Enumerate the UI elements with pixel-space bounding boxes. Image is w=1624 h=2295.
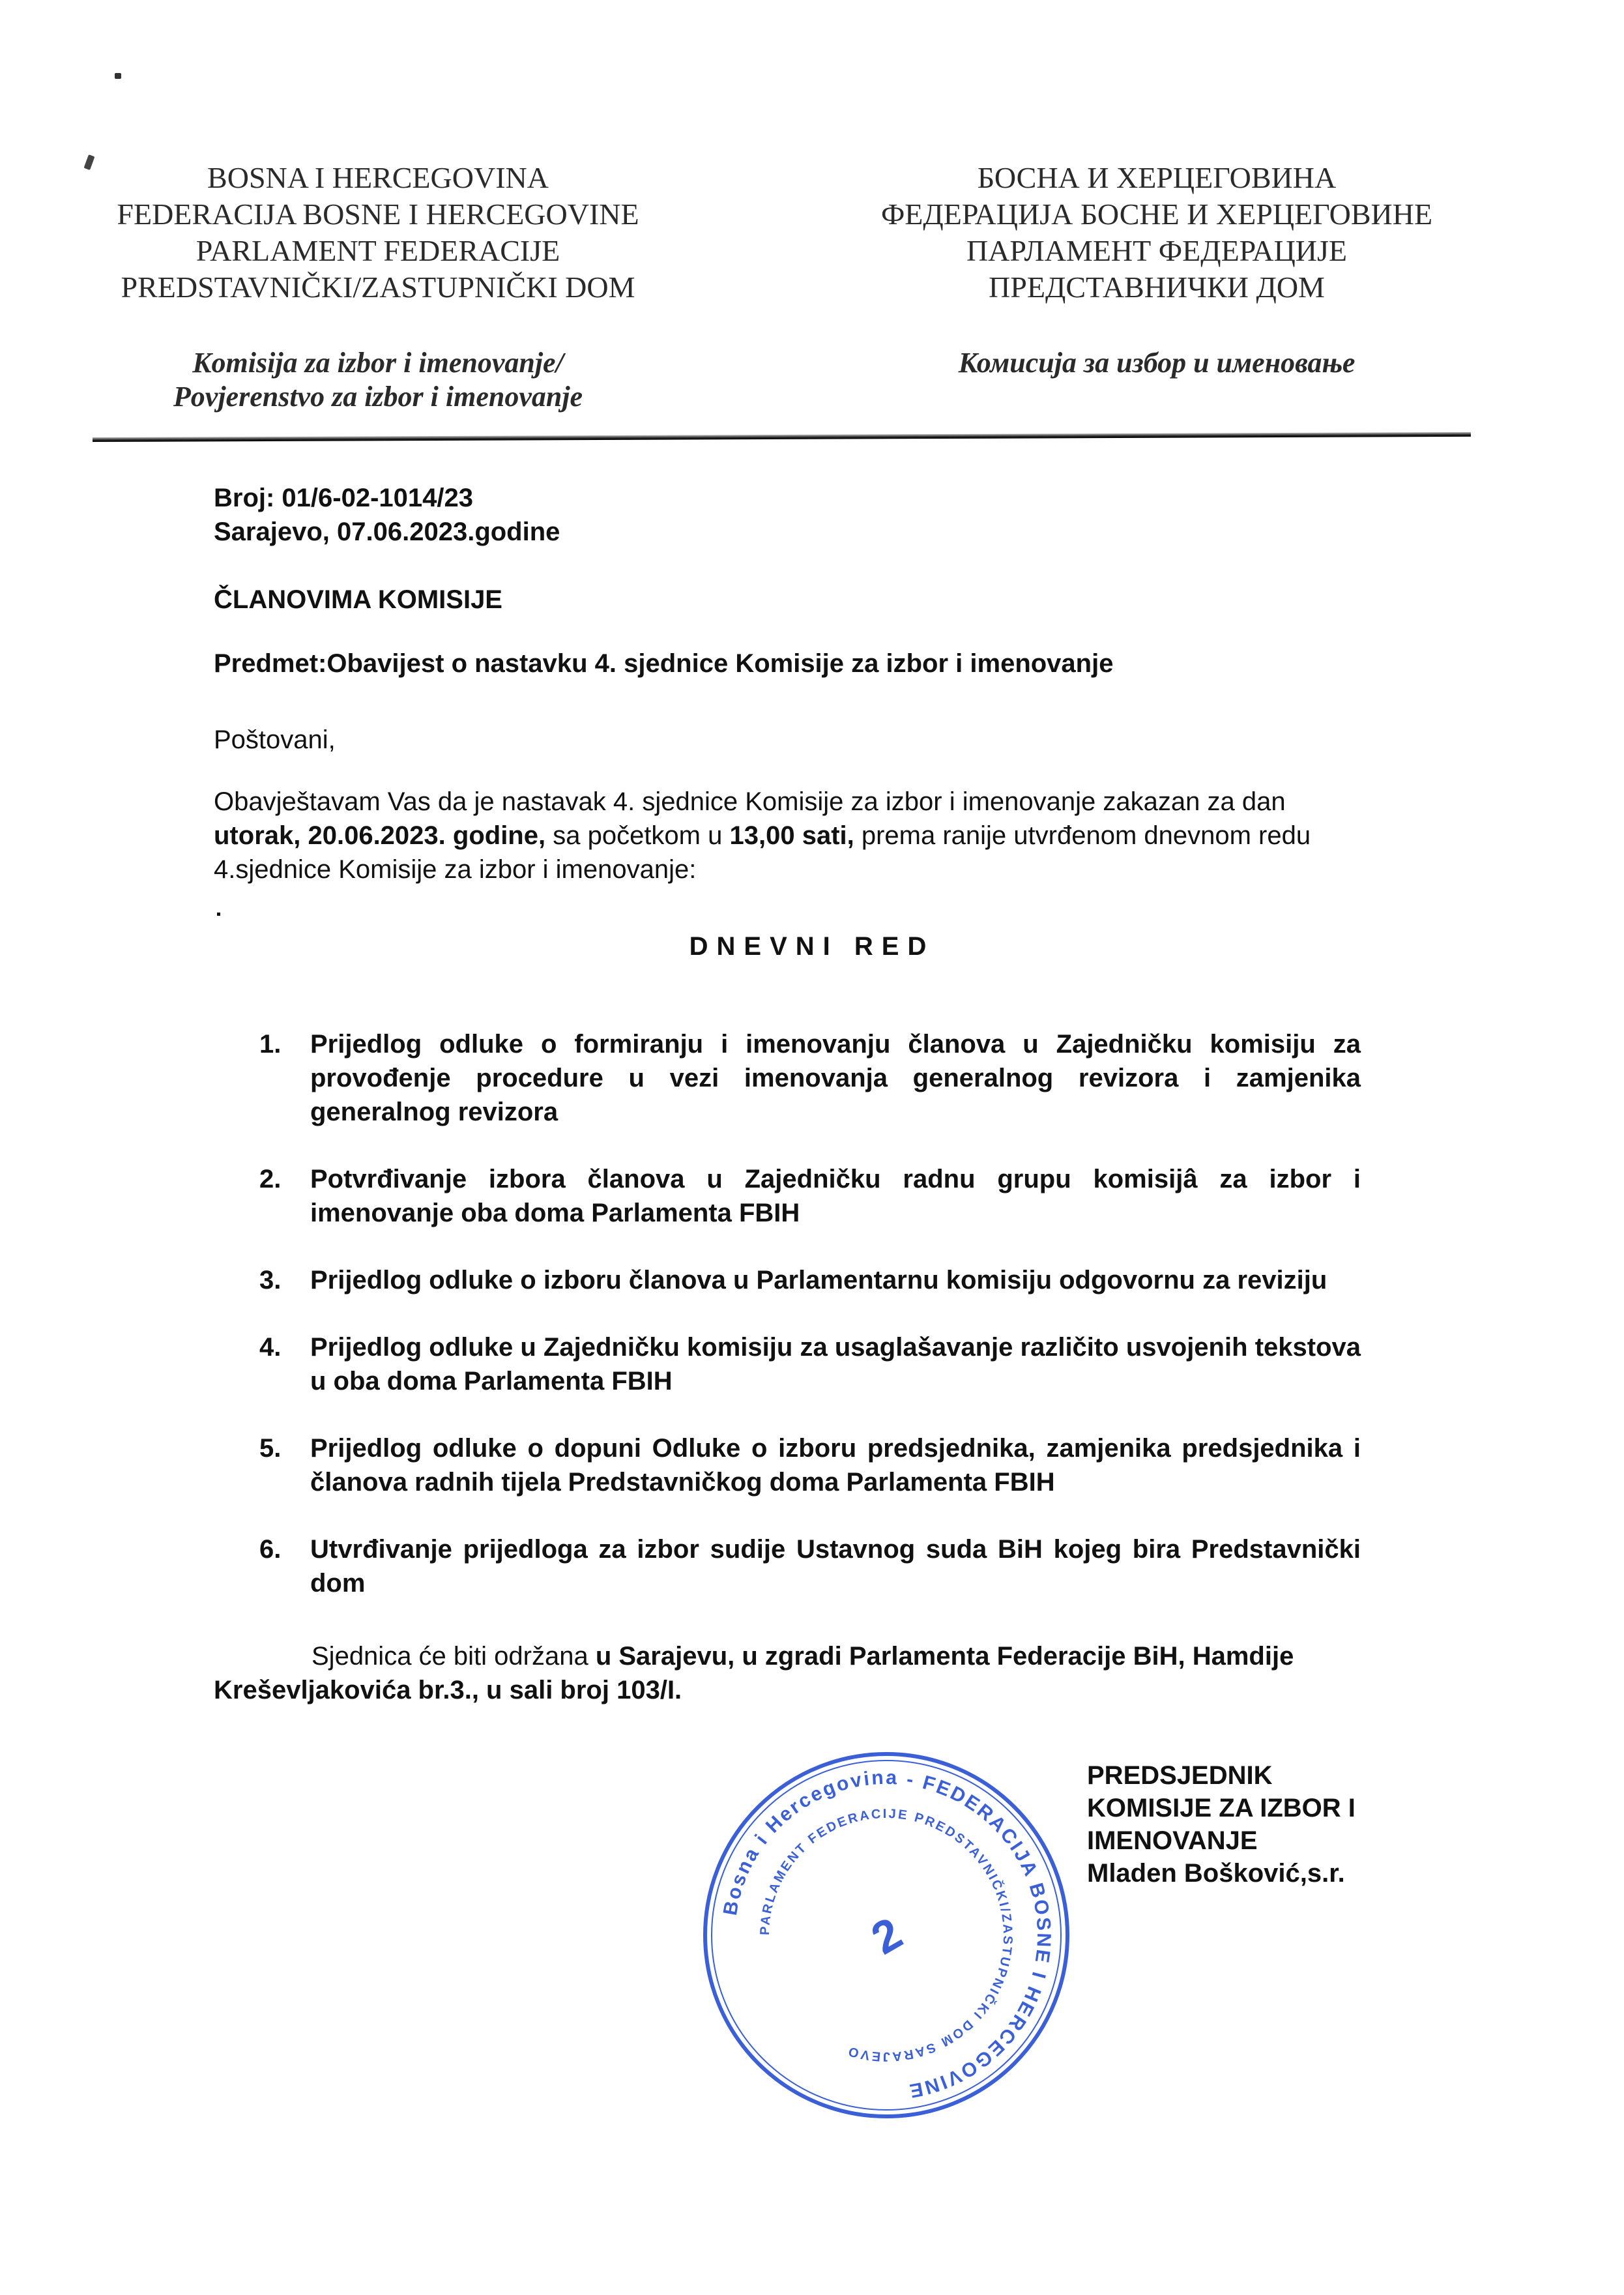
reference-block [214, 481, 1380, 549]
committee-name: Комисија за избор и именовање [958, 347, 1356, 379]
notice-paragraph [214, 785, 1361, 886]
stamp-text [719, 1767, 1054, 2102]
agenda-title: DNEVNI RED [689, 932, 935, 961]
agenda-list [259, 1027, 1361, 1600]
agenda-item-text: Prijedlog odluke o formiranju i imenovanju članova u Zajedničku komisiju za provođenje procedure u vezi imenovanja generalnog revizora i zamjenika generalnog revizora [310, 1030, 1361, 1126]
letterhead [91, 160, 1486, 414]
paragraph-text: sa početkom u [545, 821, 730, 850]
header-divider [93, 432, 1471, 442]
agenda-item-number: 2. [259, 1165, 282, 1193]
scan-mark [115, 73, 121, 79]
agenda-item-text: Potvrđivanje izbora članova u Zajedničku radnu grupu komisijâ za izbor i imenovanje oba doma Parlamenta FBIH [310, 1165, 1361, 1227]
signature-title: IMENOVANJE [1087, 1826, 1258, 1855]
committee-name-alt: Povjerenstvo za izbor i imenovanje [173, 381, 583, 413]
agenda-item-number: 6. [259, 1535, 282, 1564]
header-latin [91, 160, 665, 414]
agenda-item [259, 1162, 1361, 1230]
paragraph-text: prema ranije utvrđenom dnevnom redu 4.sjednice Komisije za izbor i imenovanje: [214, 821, 1311, 884]
signatory-name: Mladen Bošković,s.r. [1087, 1859, 1345, 1888]
agenda-item-number: 4. [259, 1333, 282, 1362]
meeting-location: u Sarajevu, u zgradi Parlamenta Federacije BiH, Hamdije Kreševljakovića br.3., u sali broj 103/I. [214, 1642, 1294, 1704]
header-line: ПАРЛАМЕНТ ФЕДЕРАЦИЈЕ [966, 234, 1348, 267]
meeting-time: 13,00 sati, [729, 821, 854, 850]
agenda-item [259, 1330, 1361, 1398]
agenda-item [259, 1027, 1361, 1129]
header-line: PREDSTAVNIČKI/ZASTUPNIČKI DOM [121, 270, 635, 304]
header-line: ФЕДЕРАЦИЈА БОСНЕ И ХЕРЦЕГОВИНЕ [880, 197, 1433, 231]
meeting-date: utorak, 20.06.2023. godine, [214, 821, 546, 850]
signature-title: KOMISIJE ZA IZBOR I [1087, 1794, 1356, 1822]
closing-text: Sjednica će biti održana [312, 1642, 596, 1671]
closing-paragraph [214, 1639, 1374, 1707]
greeting: Poštovani, [214, 725, 336, 754]
header-line: БОСНА И ХЕРЦЕГОВИНА [977, 161, 1337, 194]
committee-name: Komisija za izbor i imenovanje/ [192, 347, 564, 379]
agenda-item-number: 5. [259, 1434, 282, 1463]
header-cyrillic [828, 160, 1486, 380]
paragraph-text: Obavještavam Vas da je nastavak 4. sjednice Komisije za izbor i imenovanje zakazan za dan [214, 787, 1286, 816]
agenda-item-text: Prijedlog odluke u Zajedničku komisiju za usaglašavanje različito usvojenih tekstova u oba doma Parlamenta FBIH [310, 1333, 1361, 1396]
agenda-item-number: 1. [259, 1030, 282, 1059]
signature-title: PREDSJEDNIK [1087, 1761, 1273, 1790]
agenda-item-number: 3. [259, 1266, 282, 1294]
agenda-item [259, 1431, 1361, 1499]
official-stamp [697, 1746, 1075, 2124]
stray-dot [217, 913, 220, 916]
stray-dot-row [214, 903, 1380, 929]
agenda-item-text: Utvrđivanje prijedloga za izbor sudije Ustavnog suda BiH kojeg bira Predstavnički dom [310, 1535, 1361, 1598]
stamp-inner-path: PARLAMENT FEDERACIJE PREDSTAVNIČKI/ZASTUPNIČKI DOM SARAJEVO [757, 1806, 1015, 2064]
reference-number: Broj: 01/6-02-1014/23 [214, 484, 474, 512]
recipients: ČLANOVIMA KOMISIJE [214, 585, 502, 614]
signature-block [1087, 1759, 1426, 1890]
letter-body [214, 481, 1380, 2124]
header-line: ПРЕДСТАВНИЧКИ ДОМ [989, 270, 1325, 304]
subject-line: Predmet:Obavijest o nastavku 4. sjednice Komisije za izbor i imenovanje [214, 649, 1114, 678]
agenda-item [259, 1263, 1361, 1297]
header-line: BOSNA I HERCEGOVINA [207, 161, 549, 194]
place-date: Sarajevo, 07.06.2023.godine [214, 518, 560, 546]
agenda-item [259, 1532, 1361, 1600]
agenda-item-text: Prijedlog odluke o dopuni Odluke o izboru predsjednika, zamjenika predsjednika i članova radnih tijela Predstavničkog doma Parlamenta FBIH [310, 1434, 1361, 1497]
agenda-item-text: Prijedlog odluke o izboru članova u Parlamentarnu komisiju odgovornu za reviziju [310, 1266, 1327, 1294]
header-line: FEDERACIJA BOSNE I HERCEGOVINE [117, 197, 639, 231]
stamp-outer-path: Bosna i Hercegovina - FEDERACIJA BOSNE I HERCEGOVINE [719, 1766, 1055, 2102]
header-line: PARLAMENT FEDERACIJE [196, 234, 560, 267]
stamp-center-number: 2 [863, 1907, 910, 1965]
signature-area [214, 1733, 1380, 2124]
